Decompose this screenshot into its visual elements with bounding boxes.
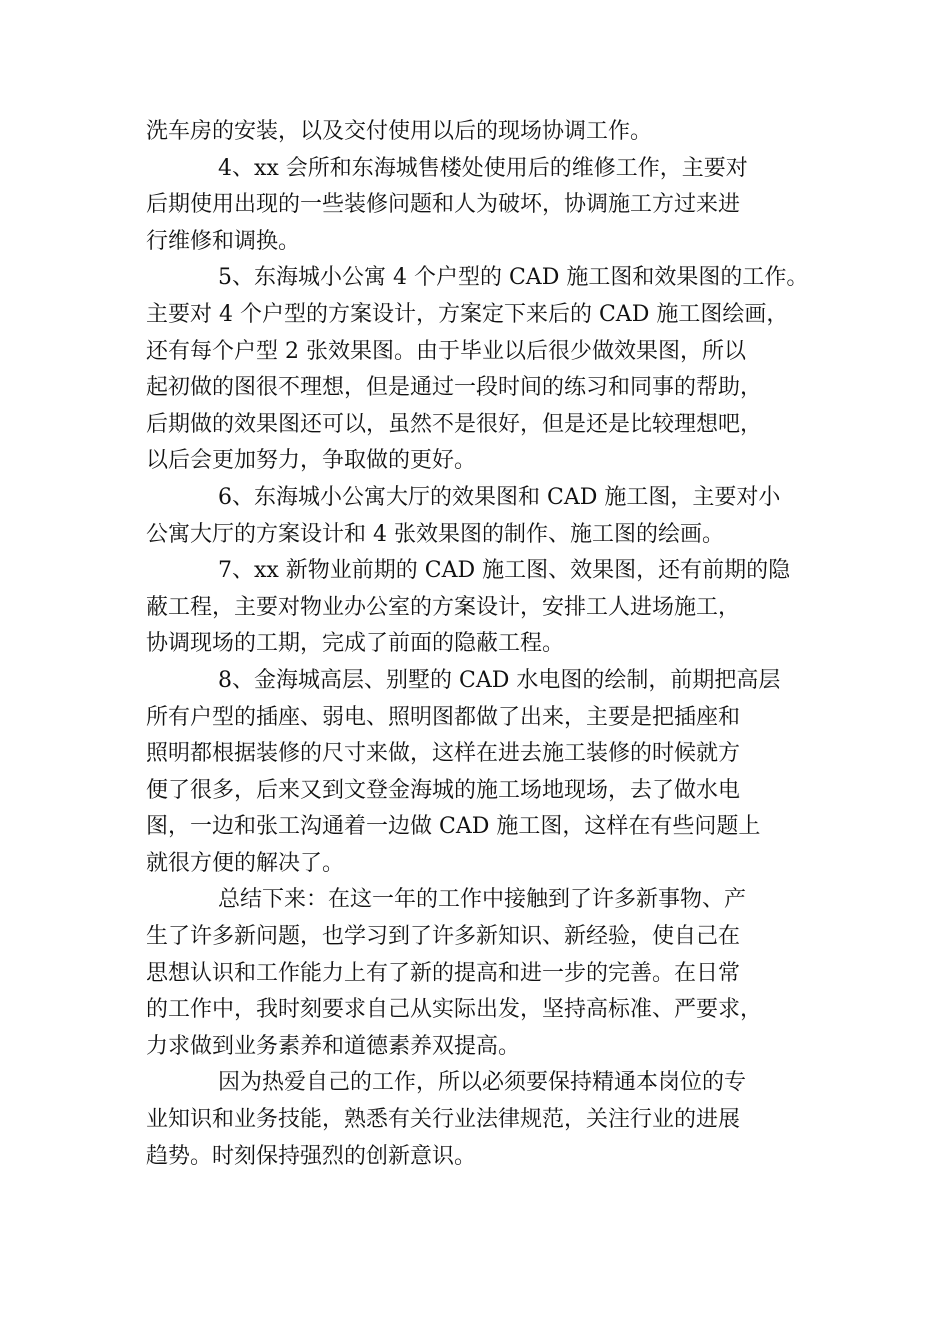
- text-line: 所有户型的插座、弱电、照明图都做了出来，主要是把插座和: [146, 704, 741, 730]
- text-line: 起初做的图很不理想，但是通过一段时间的练习和同事的帮助，: [146, 375, 763, 401]
- text-line: 后期使用出现的一些装修问题和人为破坏，协调施工方过来进: [146, 192, 741, 218]
- text-line: 协调现场的工期，完成了前面的隐蔽工程。: [146, 631, 565, 657]
- text-line: 力求做到业务素养和道德素养双提高。: [146, 1033, 521, 1059]
- text-line: 以后会更加努力，争取做的更好。: [146, 448, 477, 474]
- text-line: 生了许多新问题，也学习到了许多新知识、新经验，使自己在: [146, 924, 741, 950]
- text-line: 照明都根据装修的尺寸来做，这样在进去施工装修的时候就方: [146, 741, 741, 767]
- paragraph-first-line: 因为热爱自己的工作，所以必须要保持精通本岗位的专: [218, 1070, 747, 1096]
- paragraph-first-line: 8、金海城高层、别墅的 CAD 水电图的绘制，前期把高层: [218, 667, 781, 693]
- paragraph-first-line: 6、东海城小公寓大厅的效果图和 CAD 施工图，主要对小: [218, 484, 781, 510]
- text-line: 行维修和调换。: [146, 228, 301, 254]
- paragraph-first-line: 5、东海城小公寓 4 个户型的 CAD 施工图和效果图的工作。: [218, 265, 809, 291]
- text-line: 思想认识和工作能力上有了新的提高和进一步的完善。在日常: [146, 960, 741, 986]
- text-line: 蔽工程，主要对物业办公室的方案设计，安排工人进场施工，: [146, 594, 741, 620]
- text-line: 后期做的效果图还可以，虽然不是很好，但是还是比较理想吧，: [146, 411, 763, 437]
- paragraph-first-line: 4、xx 会所和东海城售楼处使用后的维修工作，主要对: [218, 155, 748, 181]
- text-line: 图，一边和张工沟通着一边做 CAD 施工图，这样在有些问题上: [146, 814, 761, 840]
- text-line: 便了很多，后来又到文登金海城的施工场地现场，去了做水电: [146, 777, 741, 803]
- text-line: 洗车房的安装，以及交付使用以后的现场协调工作。: [146, 119, 653, 144]
- text-line: 就很方便的解决了。: [146, 850, 345, 876]
- text-line: 业知识和业务技能，熟悉有关行业法律规范，关注行业的进展: [146, 1107, 741, 1133]
- text-line: 的工作中，我时刻要求自己从实际出发，坚持高标准、严要求，: [146, 997, 763, 1023]
- document-body: [146, 114, 816, 1175]
- paragraph-first-line: 7、xx 新物业前期的 CAD 施工图、效果图，还有前期的隐: [218, 558, 791, 584]
- text-line: 公寓大厅的方案设计和 4 张效果图的制作、施工图的绘画。: [146, 521, 724, 547]
- paragraph-first-line: 总结下来：在这一年的工作中接触到了许多新事物、产: [218, 887, 747, 913]
- text-line: 还有每个户型 2 张效果图。由于毕业以后很少做效果图，所以: [146, 338, 746, 364]
- text-line: 主要对 4 个户型的方案设计，方案定下来后的 CAD 施工图绘画，: [146, 301, 789, 327]
- text-line: 趋势。时刻保持强烈的创新意识。: [146, 1143, 477, 1169]
